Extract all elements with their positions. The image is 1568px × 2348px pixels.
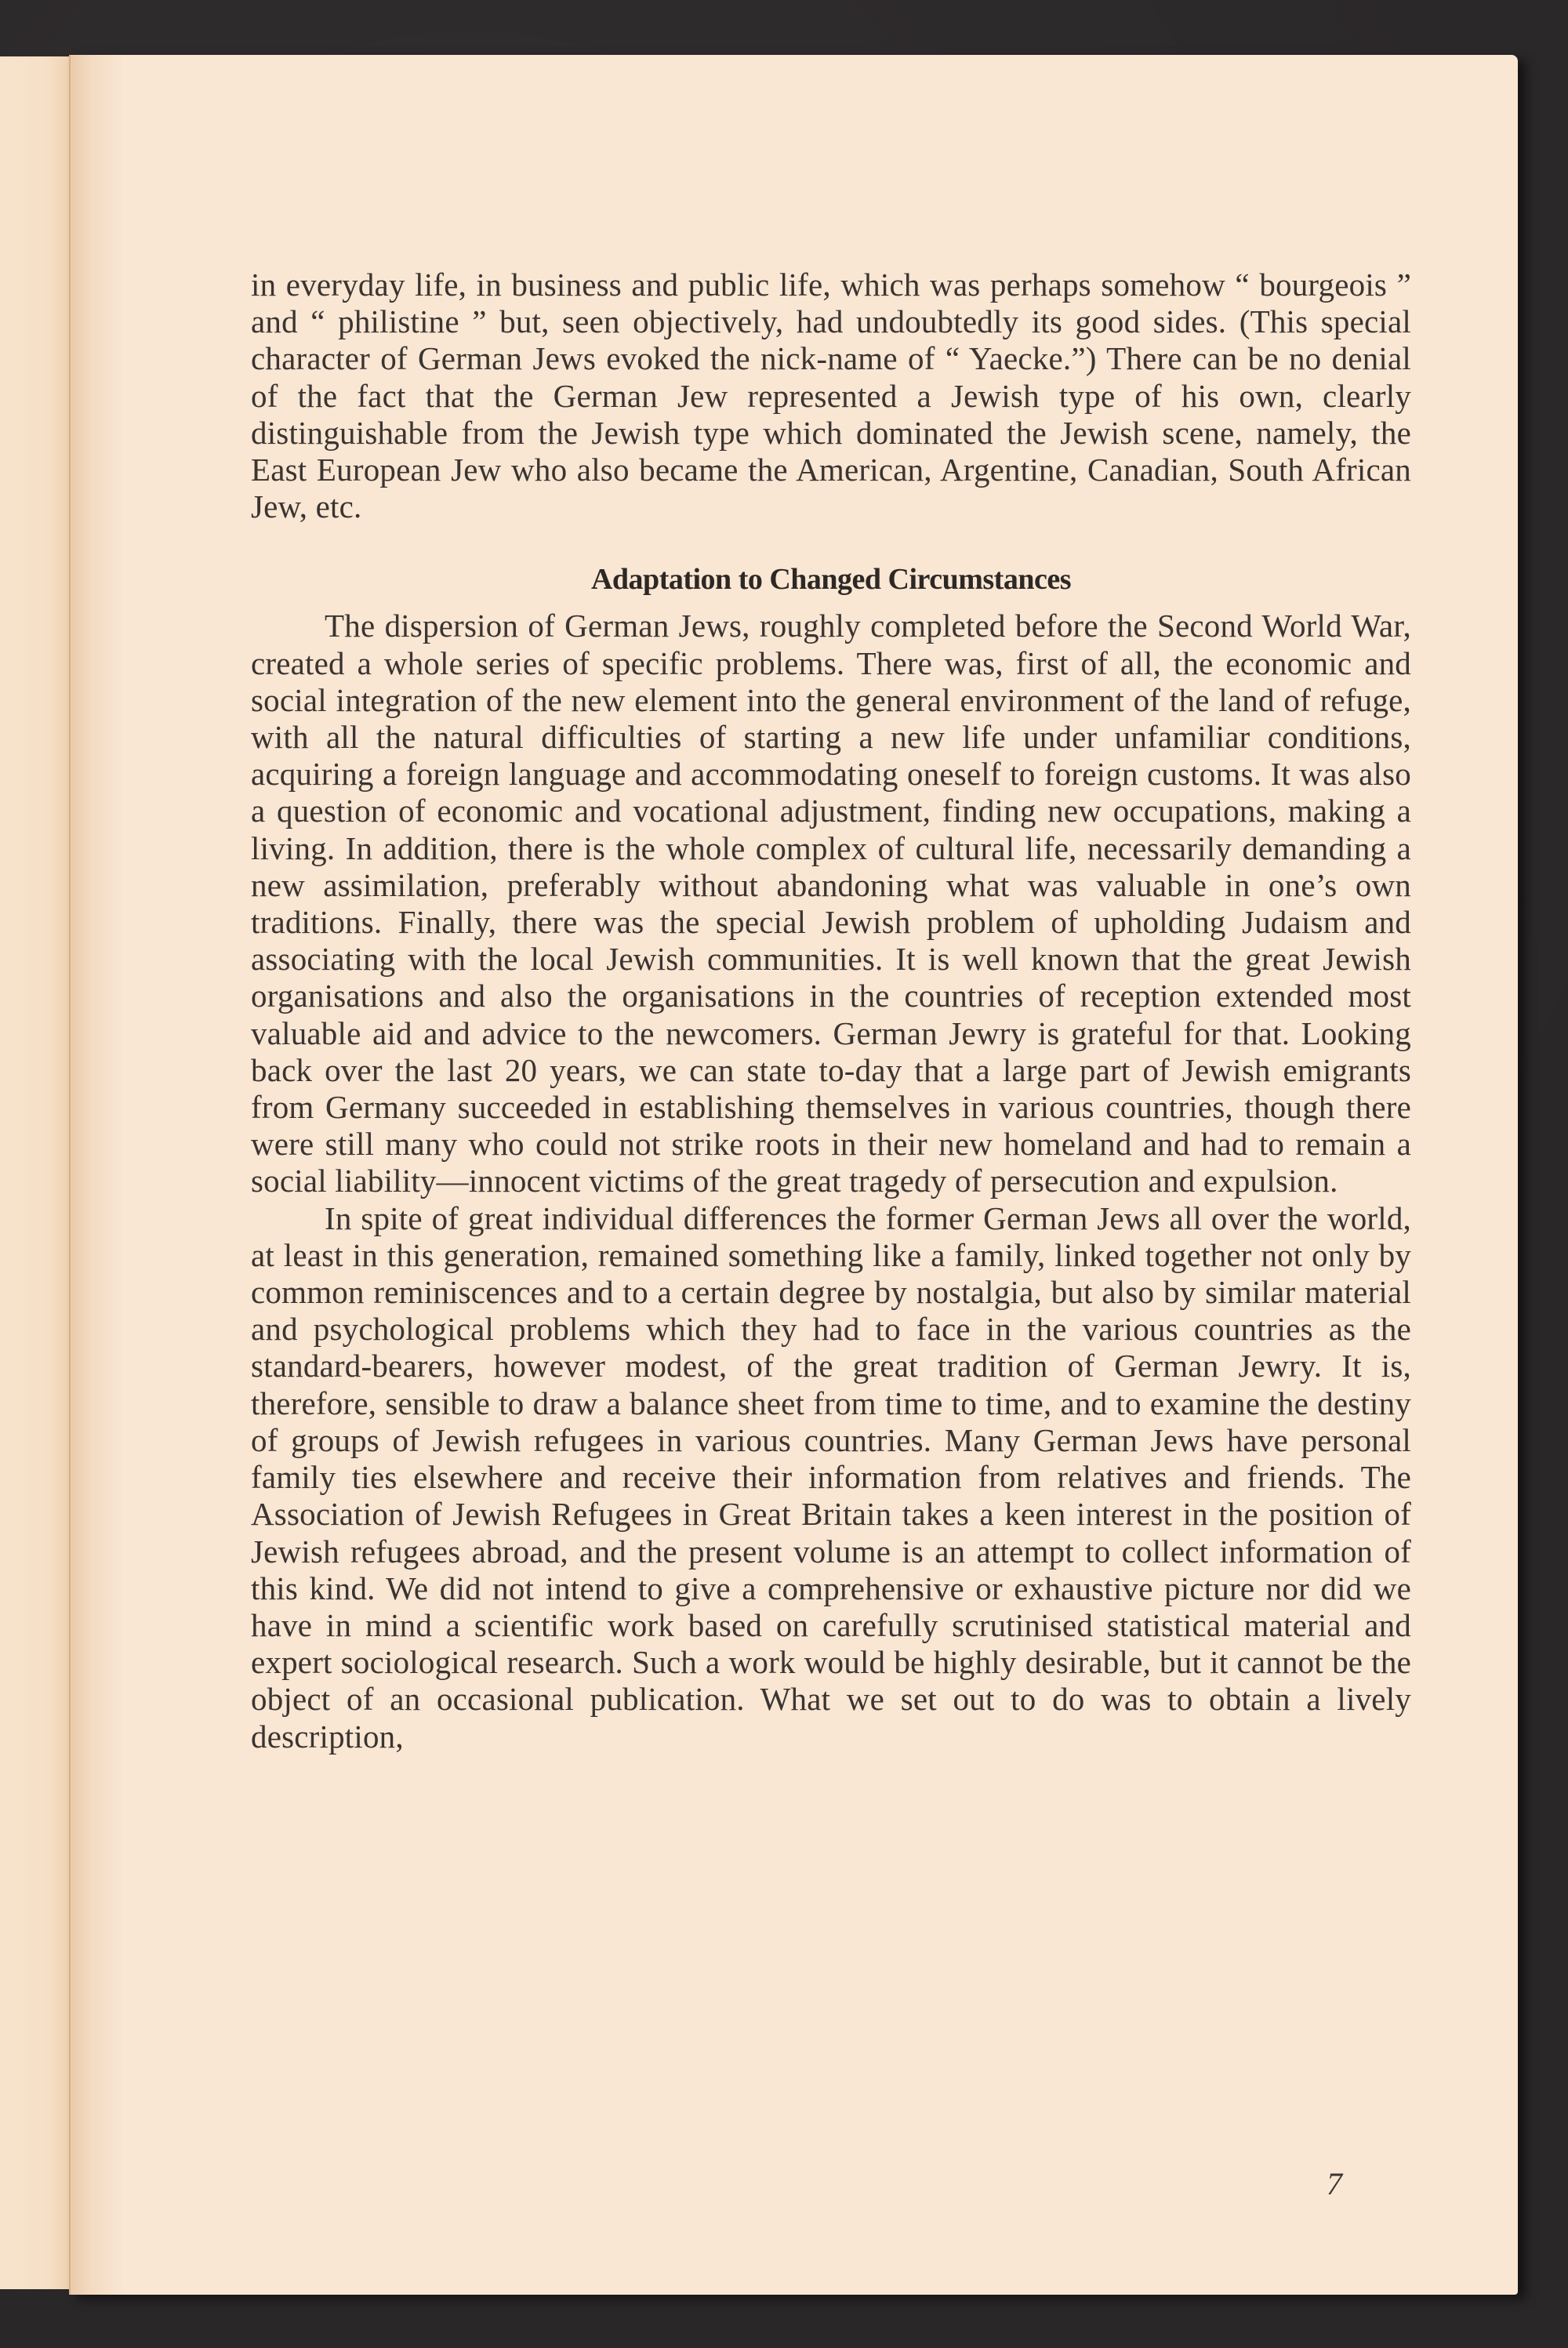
book-page — [69, 55, 1518, 2295]
section-heading: Adaptation to Changed Circumstances — [590, 563, 1071, 597]
facing-page-edge — [0, 56, 69, 2289]
page-number: 7 — [1327, 2166, 1342, 2201]
page-body-text — [251, 267, 1411, 1755]
page-gutter-shadow — [69, 55, 124, 2295]
body-paragraph: The dispersion of German Jews, roughly completed before the Second World War, created a whole series of specific problems. There was, first of all, the economic and social integration of the new element into the general environment of the land of refuge, with all the natural difficulties of starting a new life under unfamiliar conditions, acquiring a foreign language and accommodating oneself to foreign customs. It was also a question of economic and vocational adjustment, finding new occupations, making a living. In addition, there is the whole complex of cultural life, necessarily demanding a new assimilation, preferably without abandoning what was valuable in one’s own traditions. Finally, there was the special Jewish problem of upholding Judaism and associating with the local Jewish communities. It is well known that the great Jewish organisations and also the organisations in the countries of reception extended most valuable aid and advice to the newcomers. German Jewry is grateful for that. Looking back over the last 20 years, we can state to-day that a large part of Jewish emigrants from Germany succeeded in establishing themselves in various countries, though there were still many who could not strike roots in their new homeland and had to remain a social liability—innocent victims of the great tragedy of persecution and expulsion. — [251, 608, 1411, 1199]
body-paragraph: In spite of great individual differences the former German Jews all over the world, at least in this generation, remained something like a family, linked together not only by common reminiscences and to a certain degree by nostalgia, but also by similar material and psychological problems which they had to face in the various countries as the standard-bearers, however modest, of the great tradition of German Jewry. It is, therefore, sensible to draw a balance sheet from time to time, and to examine the destiny of groups of Jewish refugees in various countries. Many German Jews have personal family ties elsewhere and receive their information from relatives and friends. The Association of Jewish Refugees in Great Britain takes a keen interest in the position of Jewish refugees abroad, and the present volume is an attempt to collect information of this kind. We did not intend to give a comprehensive or exhaustive picture nor did we have in mind a scientific work based on carefully scrutinised statistical material and expert sociological research. Such a work would be highly desirable, but it cannot be the object of an occasional publication. What we set out to do was to obtain a lively description, — [251, 1199, 1411, 1755]
intro-paragraph: in everyday life, in business and public life, which was perhaps somehow “ bourgeois ” and “ philistine ” but, seen objectively, had undoubtedly its good sides. (This special character of German Jews evoked the nick-name of “ Yaecke.”) There can be no denial of the fact that the German Jew represented a Jewish type of his own, clearly distinguishable from the Jewish type which dominated the Jewish scene, namely, the East European Jew who also became the American, Argentine, Canadian, South African Jew, etc. — [251, 267, 1411, 525]
